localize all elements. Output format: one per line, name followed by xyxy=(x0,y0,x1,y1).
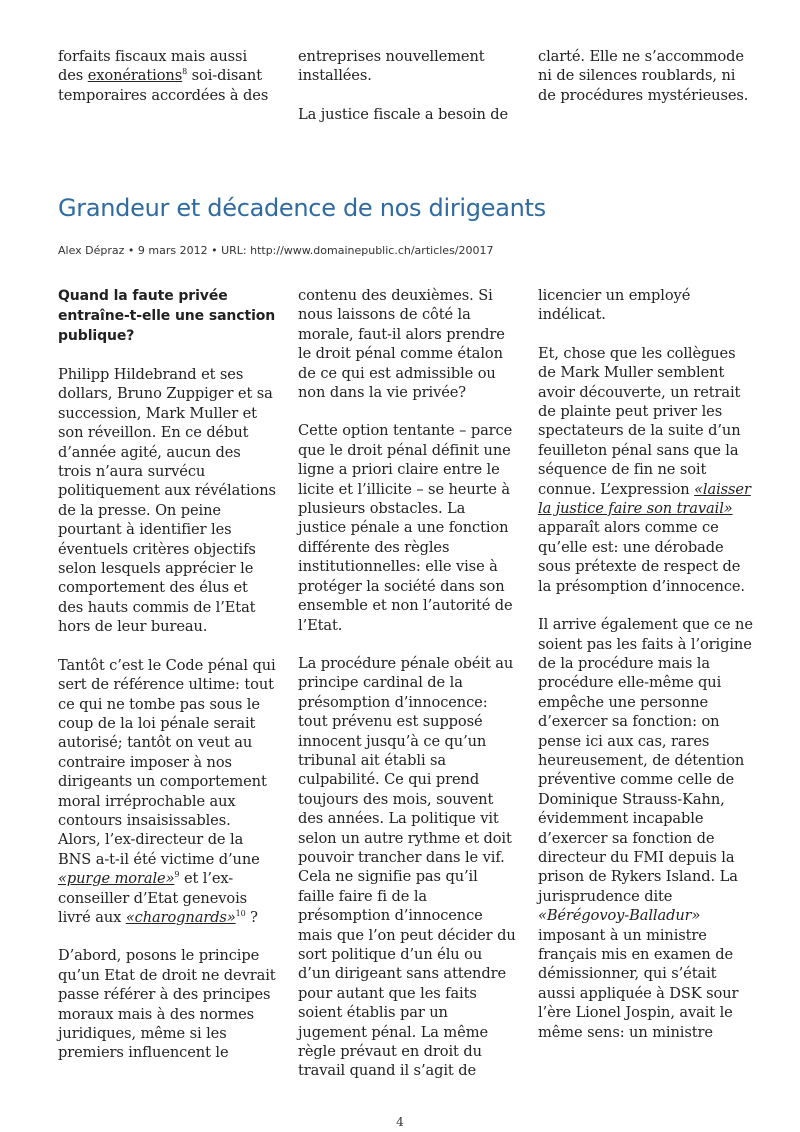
paragraph: entreprises nouvellement installées. xyxy=(298,48,485,85)
paragraph: Cette option tentante – parce que le droit pénal définit une ligne a priori claire entre le licite et l’illicite – se heurte à plusieurs obstacles. La justice pénale a une fonction différente des règles institutionnelles: elle vise à protéger la société dans son ensemble et non l’autorité de l’Etat. xyxy=(298,422,513,634)
paragraph: contenu des deuxièmes. Si nous laissons de côté la morale, faut-il alors prendre le droit pénal comme étalon de ce qui est admissible ou non dans la vie privée? xyxy=(298,287,505,402)
prev-article-column-3 xyxy=(538,47,756,124)
paragraph: licencier un employé indélicat. xyxy=(538,287,691,324)
prev-article-column-2 xyxy=(298,47,516,143)
paragraph: Philipp Hildebrand et ses dollars, Bruno Zuppiger et sa succession, Mark Muller et son réveillon. En ce début d’année agité, aucun des trois n’aura survécu politiquement aux révélations de la presse. On peine pourtant à identifier les éventuels critères objectifs selon lesquels apprécier le comportement des élus et des hauts commis de l’Etat hors de leur bureau. xyxy=(58,366,276,636)
link-laisser-la-justice[interactable]: «laisser la justice faire son travail» xyxy=(538,480,751,518)
article-byline: Alex Dépraz • 9 mars 2012 • URL: http://www.domainepublic.ch/articles/20017 xyxy=(58,244,494,257)
paragraph: clarté. Elle ne s’accommode ni de silences roublards, ni de procédures mystérieuses. xyxy=(538,48,749,104)
article-lead: Quand la faute privée entraîne-t-elle une sanction publique? xyxy=(58,288,276,344)
article-column-3 xyxy=(538,286,756,1061)
link-exonerations[interactable]: exonérations xyxy=(87,67,183,85)
paragraph: Il arrive également que ce ne soient pas les faits à l’origine de la procédure mais la procédure elle-même qui empêche une personne d’exercer sa fonction: on pense ici aux cas, rares heureusement, de détention préventive comme celle de Dominique Strauss-Kahn, évidemment incapable d’exercer sa fonction de directeur du FMI depuis la prison de Rykers Island. La jurisprudence dite «Bérégovoy-Balladur» imposant à un ministre français mis en examen de démissionner, qui s’était aussi appliquée à DSK sour l’ère Lionel Jospin, avait le même sens: un ministre xyxy=(538,616,753,1041)
article-title: Grandeur et décadence de nos dirigeants xyxy=(58,194,546,222)
footnote-ref: 10 xyxy=(235,909,246,919)
paragraph: La procédure pénale obéit au principe cardinal de la présomption d’innocence: tout prévenu est supposé innocent jusqu’à ce qu’un tribunal ait établi sa culpabilité. Ce qui prend toujours des mois, souvent des années. La politique vit selon un autre rythme et doit pouvoir trancher dans le vif. Cela ne signifie pas qu’il faille faire fi de la présomption d’innocence mais que l’on peut décider du sort politique d’un élu ou d’un dirigeant sans attendre pour autant que les faits soient établis par un jugement pénal. La même règle prévaut en droit du travail quand il s’agit de xyxy=(298,654,516,1080)
paragraph: D’abord, posons le principe qu’un Etat de droit ne devrait passe référer à des principes moraux mais à des normes juridiques, même si les premiers influencent le xyxy=(58,947,276,1062)
link-purge-morale[interactable]: «purge morale» xyxy=(58,870,175,888)
link-charognards[interactable]: «charognards» xyxy=(125,908,236,926)
page-number: 4 xyxy=(396,1115,404,1129)
footnote-ref: 8 xyxy=(182,67,188,77)
article-column-2 xyxy=(298,286,516,1100)
paragraph: Tantôt c’est le Code pénal qui sert de référence ultime: tout ce qui ne tombe pas sous le coup de la loi pénale serait autorisé; tantôt on veut au contraire imposer à nos dirigeants un comportement moral irréprochable aux contours insaisissables. Alors, l’ex-directeur de la BNS a-t-il été victime d’une «purge morale»$^9$ et l’ex-conseiller d’Etat genevois livré aux «charognards»$^{10}$ ? xyxy=(58,656,276,926)
italic-term: «Bérégovoy-Balladur» xyxy=(538,907,701,925)
article-column-1 xyxy=(58,286,276,1082)
footnote-ref: 9 xyxy=(174,870,180,880)
paragraph: Et, chose que les collègues de Mark Muller semblent avoir découverte, un retrait de plainte peut priver les spectateurs de la suite d’un feuilleton pénal sans que la séquence de fin ne soit connue. L’expression «laisser la justice faire son travail» apparaît alors comme ce qu’elle est: une dérobade sous prétexte de respect de la présomption d’innocence. xyxy=(538,344,751,595)
paragraph: La justice fiscale a besoin de xyxy=(298,105,509,123)
paragraph: forfaits fiscaux mais aussi des exonérations$^8$ soi-disant temporaires accordées à des xyxy=(58,48,269,104)
prev-article-column-1 xyxy=(58,47,276,124)
